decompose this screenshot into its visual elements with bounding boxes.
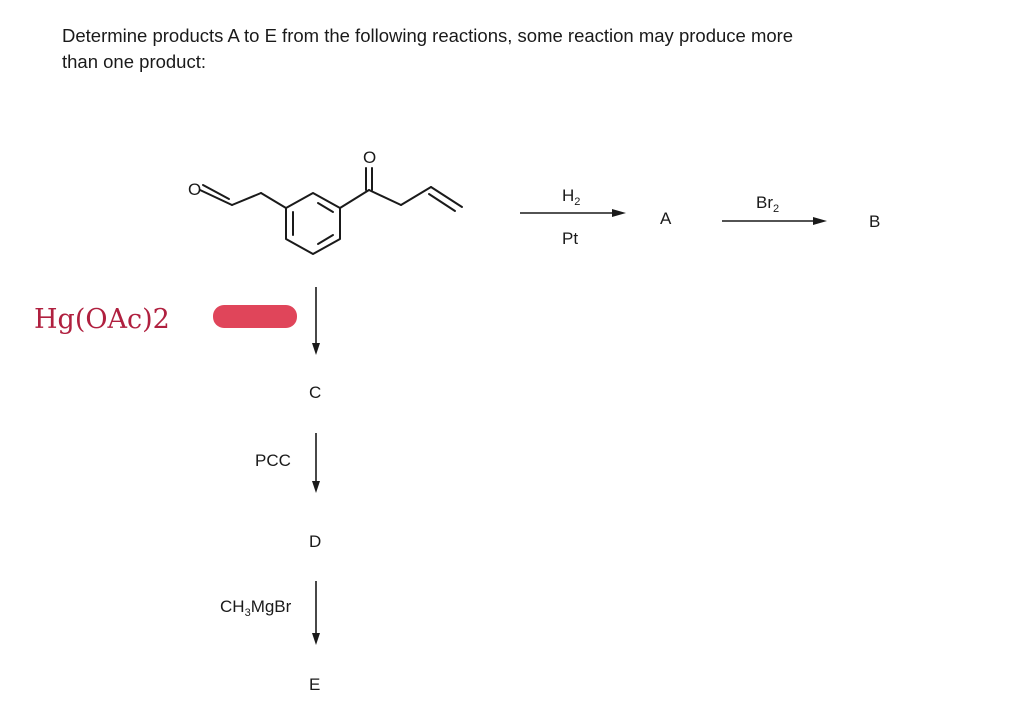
ring-double-bond-2 (318, 235, 333, 244)
vinyl-double-bond-2 (429, 194, 455, 211)
product-d: D (309, 532, 322, 551)
arrow-to-c-head (312, 343, 320, 355)
aldehyde-oxygen-label: O (188, 180, 202, 199)
reagent-h2: $H_2$ (562, 186, 581, 208)
aryl-carbonyl-bond (340, 190, 369, 208)
vinyl-double-bond-1 (431, 187, 462, 207)
product-e: E (309, 675, 321, 694)
arrow-h2-head (612, 209, 626, 217)
product-a: A (660, 209, 672, 228)
allyl-ch2-bond (401, 187, 431, 205)
ch2-bond (261, 193, 286, 208)
reagent-pcc: PCC (255, 451, 291, 470)
question-line-1: Determine products A to E from the following reactions, some reaction may produce more (62, 25, 794, 46)
reagent-br2: $Br_2$ (756, 193, 780, 215)
arrow-to-d-head (312, 481, 320, 493)
benzene-ring (286, 193, 340, 254)
product-b: B (869, 212, 881, 231)
annotation-hg-oac2: Hg(OAc)2 (34, 304, 170, 335)
arrow-br2-head (813, 217, 827, 225)
reagent-ch3mgbr: $CH_3MgBr$ (220, 597, 292, 619)
question-line-2: than one product: (62, 51, 206, 72)
arrow-to-e-head (312, 633, 320, 645)
alpha-ch2-bond (369, 190, 401, 205)
cho-bond (232, 193, 261, 205)
redaction-mark (213, 305, 297, 328)
reagent-pt: Pt (562, 229, 579, 248)
ring-double-bond-1 (318, 203, 333, 212)
ketone-oxygen-label: O (363, 148, 377, 167)
product-c: C (309, 383, 322, 402)
